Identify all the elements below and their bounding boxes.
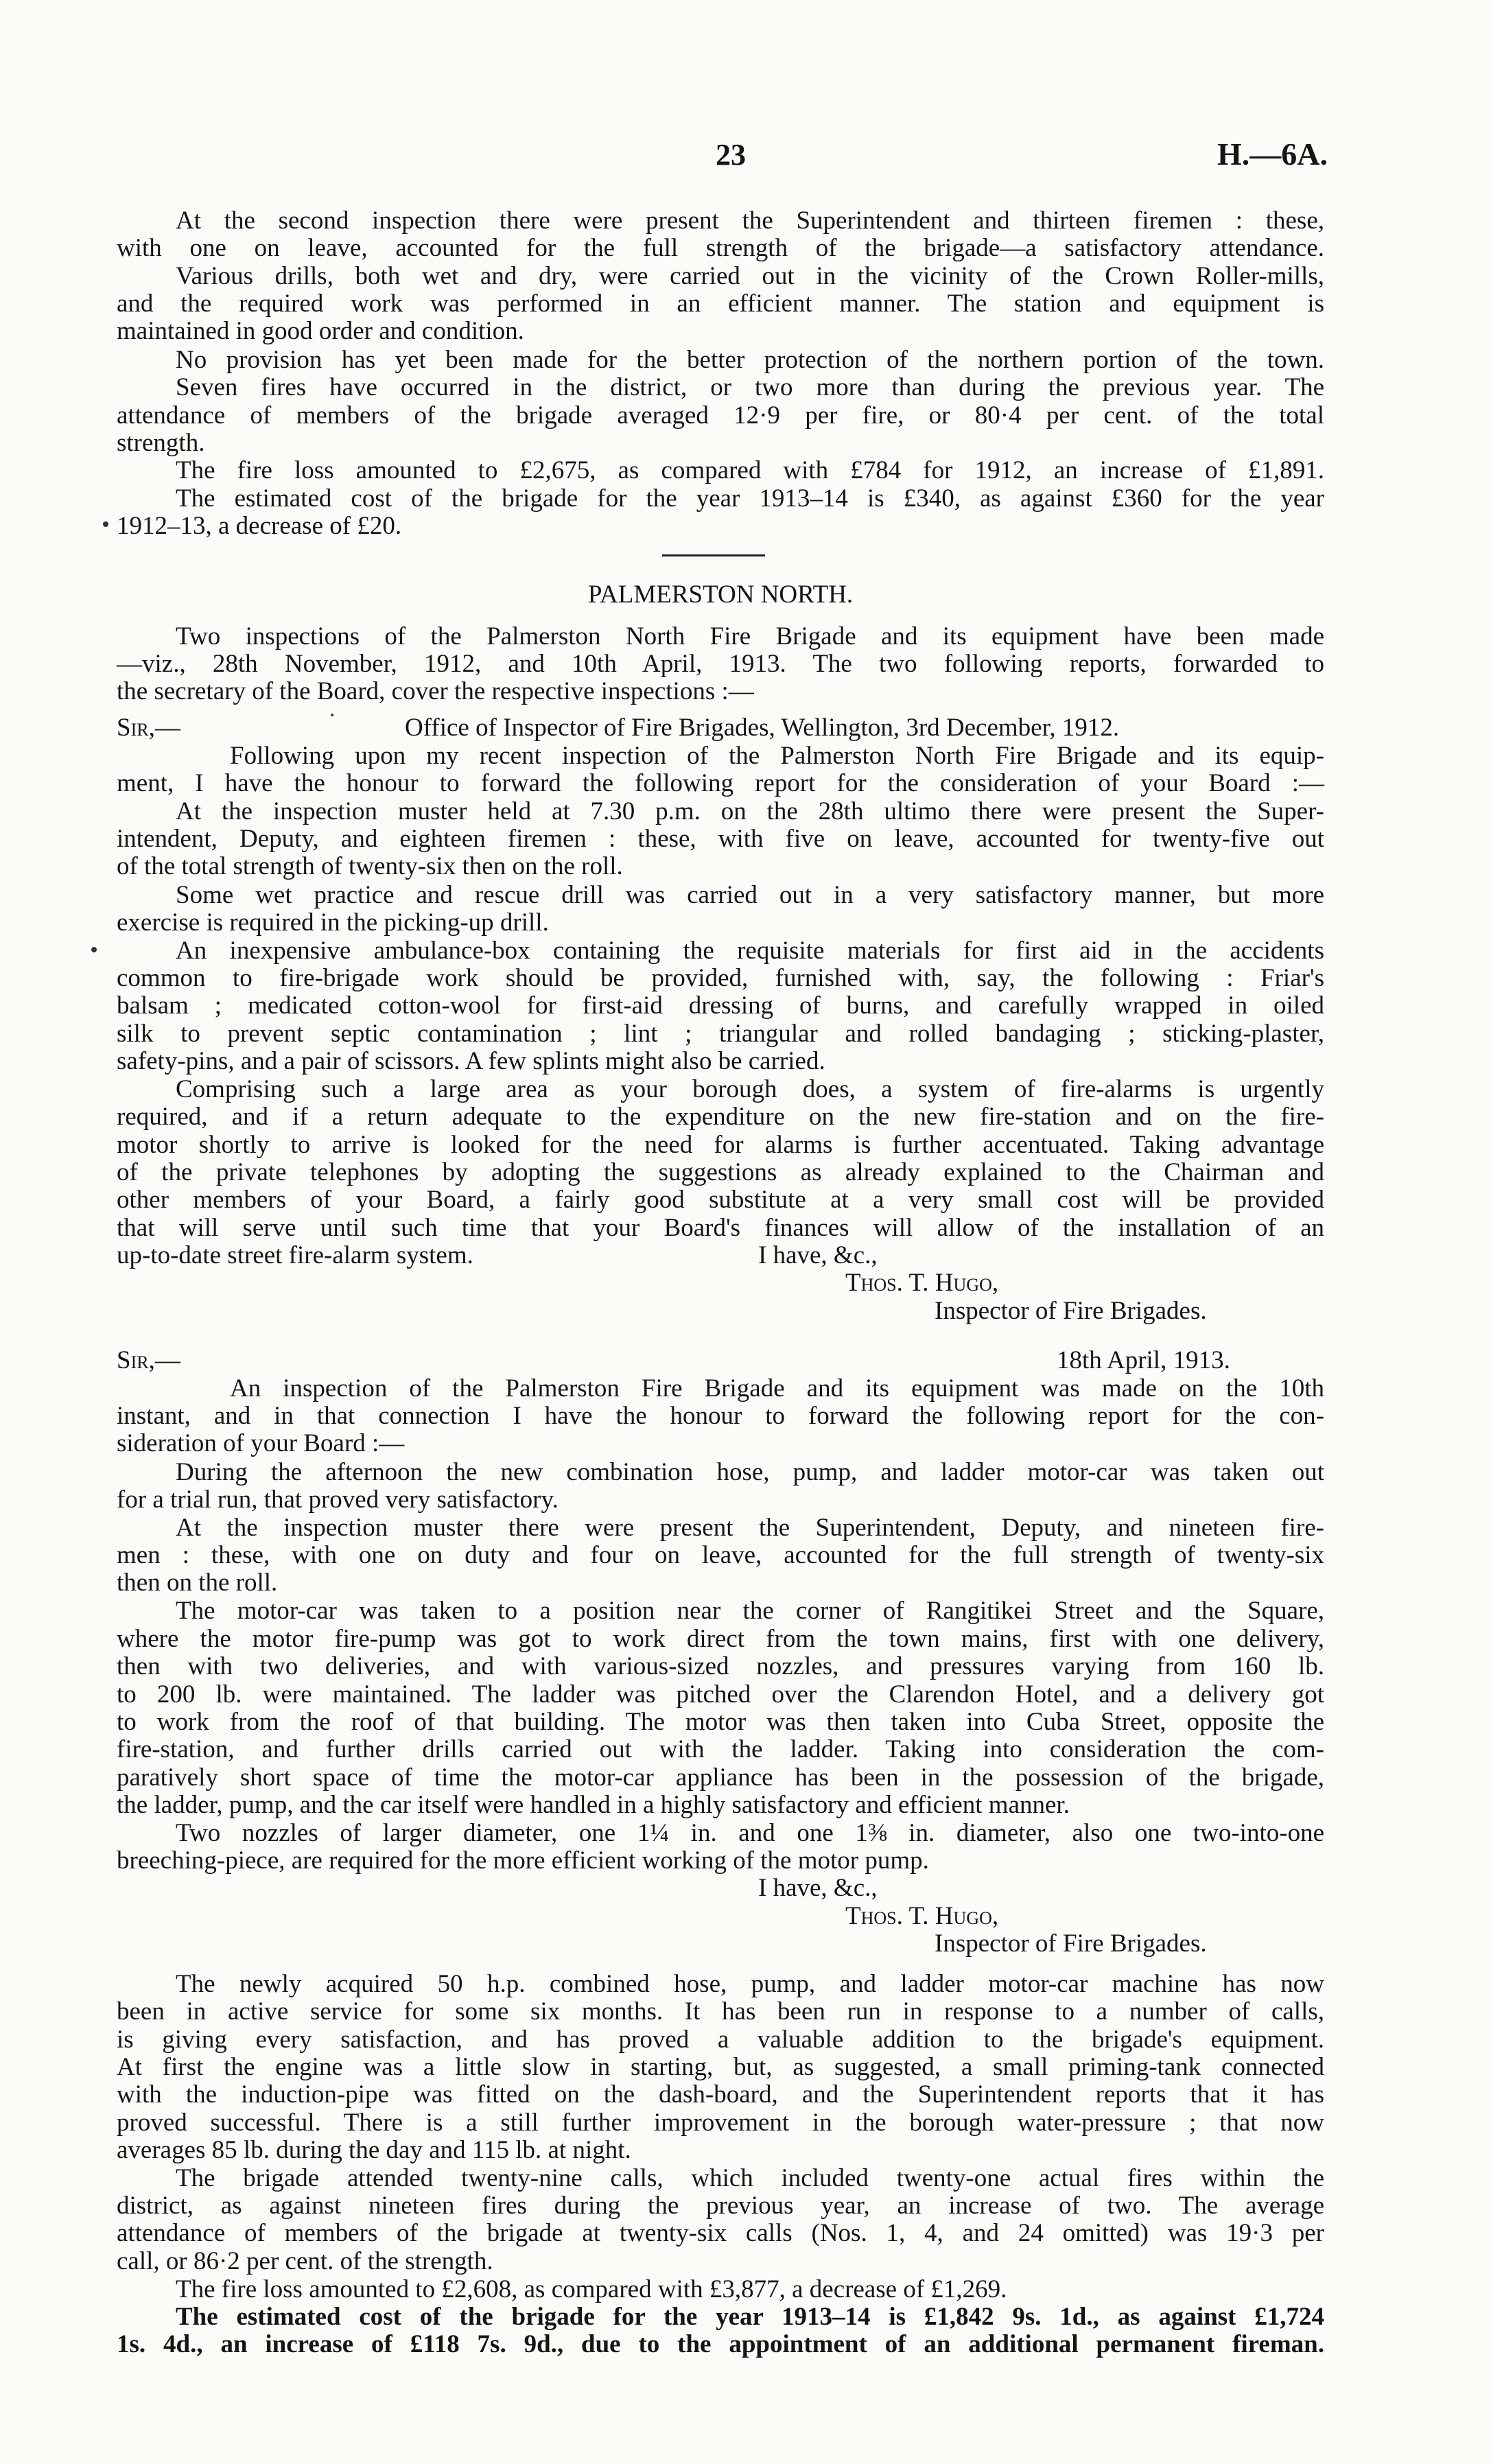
letter-closing: I have, &c., [758,1241,878,1269]
paragraph-line: Comprising such a large area as your borough does, a system of fire-alarms is urgently [176,1075,1324,1103]
paragraph-line: common to fire-brigade work should be provided, furnished with, say, the following : Friar's [117,964,1324,992]
heading-text: PALMERSTON NORTH. [587,580,854,609]
paragraph-line: strength. [117,429,205,457]
paragraph-line: call, or 86·2 per cent. of the strength. [117,2247,493,2275]
paragraph-line: During the afternoon the new combination hose, pump, and ladder motor-car was taken out [176,1458,1324,1486]
paragraph-line: and the required work was performed in an efficient manner. The station and equipment is [117,290,1324,318]
paragraph-line: At the second inspection there were present the Superintendent and thirteen firemen : these, [176,207,1324,235]
paragraph-line: with one on leave, accounted for the full strength of the brigade—a satisfactory attendance. [117,234,1324,262]
paragraph-line: Some wet practice and rescue drill was carried out in a very satisfactory manner, but more [176,881,1324,909]
paragraph-line: breeching-piece, are required for the more efficient working of the motor pump. [117,1846,929,1875]
paragraph-line: motor shortly to arrive is looked for the need for alarms is further accentuated. Taking advantage [117,1131,1324,1159]
letter-signature: Thos. T. Hugo, [845,1269,999,1297]
paragraph-line: of the private telephones by adopting the suggestions as already explained to the Chairman and [117,1158,1324,1186]
paragraph-line: maintained in good order and condition. [117,317,524,345]
letter-signatory-title: Inspector of Fire Brigades. [935,1297,1207,1325]
paragraph-line: is giving every satisfaction, and has proved a valuable addition to the brigade's equipment. [117,2026,1324,2054]
paragraph-line: that will serve until such time that your Board's finances will allow of the installation of an [117,1214,1324,1242]
paragraph-line: —viz., 28th November, 1912, and 10th April, 1913. The two following reports, forwarded to [117,650,1324,678]
paragraph-line: Following upon my recent inspection of the Palmerston North Fire Brigade and its equip- [230,742,1324,770]
paragraph-line: then on the roll. [117,1569,278,1597]
paragraph-line: The fire loss amounted to £2,608, as compared with £3,877, a decrease of £1,269. [176,2275,1007,2303]
paragraph-line: 1s. 4d., an increase of £118 7s. 9d., due to the appointment of an additional permanent fireman. [117,2330,1324,2358]
letter-address-date: Office of Inspector of Fire Brigades, Wellington, 3rd December, 1912. [405,714,1120,742]
paragraph-line: intendent, Deputy, and eighteen firemen : these, with five on leave, accounted for twenty-five out [117,825,1324,853]
paragraph-line: paratively short space of time the motor-car appliance has been in the possession of the brigade, [117,1763,1324,1792]
paragraph-line: Two inspections of the Palmerston North Fire Brigade and its equipment have been made [176,622,1324,650]
paragraph-line: the secretary of the Board, cover the respective inspections :— [117,677,754,705]
section-heading [117,581,1324,609]
paragraph-line: to work from the roof of that building. The motor was then taken into Cuba Street, opposite the [117,1708,1324,1736]
paragraph-line: At first the engine was a little slow in starting, but, as suggested, a small priming-tank connected [117,2053,1324,2081]
paragraph-line: At the inspection muster held at 7.30 p.m. on the 28th ultimo there were present the Super- [176,797,1324,825]
paragraph-line: men : these, with one on duty and four on leave, accounted for the full strength of twenty-six [117,1541,1324,1569]
letter-date: 18th April, 1913. [1057,1346,1230,1374]
paragraph-line: the ladder, pump, and the car itself were handled in a highly satisfactory and efficient manner. [117,1791,1070,1819]
paragraph-line: The motor-car was taken to a position near the corner of Rangitikei Street and the Square, [176,1597,1324,1625]
paragraph-line: Seven fires have occurred in the district, or two more than during the previous year. The [176,373,1324,401]
paragraph-line: of the total strength of twenty-six then on the roll. [117,852,623,880]
paragraph-line: been in active service for some six months. It has been run in response to a number of calls, [117,1997,1324,2026]
paragraph-line: where the motor fire-pump was got to work direct from the town mains, first with one delivery, [117,1625,1324,1653]
paragraph-line: 1912–13, a decrease of £20. [117,512,402,540]
paragraph-line: instant, and in that connection I have the honour to forward the following report for the con- [117,1402,1324,1430]
paragraph-line: balsam ; medicated cotton-wool for first-aid dressing of burns, and carefully wrapped in oiled [117,992,1324,1020]
paragraph-line: fire-station, and further drills carried out with the ladder. Taking into consideration the com- [117,1735,1324,1763]
paragraph-line: An inspection of the Palmerston Fire Brigade and its equipment was made on the 10th [230,1374,1324,1403]
paragraph-line: Various drills, both wet and dry, were carried out in the vicinity of the Crown Roller-mills, [176,262,1324,290]
paragraph-line: exercise is required in the picking-up drill. [117,908,549,937]
paragraph-line: with the induction-pipe was fitted on the dash-board, and the Superintendent reports that it has [117,2080,1324,2109]
paragraph-line: averages 85 lb. during the day and 115 lb. at night. [117,2136,631,2164]
paragraph-line: No provision has yet been made for the better protection of the northern portion of the town. [176,346,1324,374]
paragraph-line: The estimated cost of the brigade for the year 1913–14 is £340, as against £360 for the year [176,484,1324,513]
paragraph-line: to 200 lb. were maintained. The ladder was pitched over the Clarendon Hotel, and a delivery got [117,1680,1324,1709]
paragraph-line: sideration of your Board :— [117,1429,405,1457]
paragraph-line: other members of your Board, a fairly good substitute at a very small cost will be provided [117,1186,1324,1214]
paragraph-line: proved successful. There is a still further improvement in the borough water-pressure ; that now [117,2109,1324,2137]
letter-closing: I have, &c., [758,1874,878,1902]
paragraph-line: ment, I have the honour to forward the following report for the consideration of your Board :— [117,769,1324,797]
paragraph-line: attendance of members of the brigade at twenty-six calls (Nos. 1, 4, and 24 omitted) was 19·3 per [117,2219,1324,2247]
paragraph-line: At the inspection muster there were present the Superintendent, Deputy, and nineteen fire- [176,1514,1324,1542]
paragraph-line: required, and if a return adequate to the expenditure on the new fire-station and on the fire- [117,1103,1324,1131]
paragraph-line: The estimated cost of the brigade for the year 1913–14 is £1,842 9s. 1d., as against £1,724 [176,2303,1324,2331]
letter-signature: Thos. T. Hugo, [845,1902,999,1930]
paragraph-line: silk to prevent septic contamination ; lint ; triangular and rolled bandaging ; sticking-plaster, [117,1020,1324,1048]
letter-signatory-title: Inspector of Fire Brigades. [935,1929,1207,1958]
scan-speck [103,521,108,527]
letter-salutation: Sir,— [117,1346,180,1374]
scan-speck [331,714,333,716]
section-divider [662,554,765,556]
paragraph-line: safety-pins, and a pair of scissors. A few splints might also be carried. [117,1047,825,1075]
paragraph-line: then with two deliveries, and with various-sized nozzles, and pressures varying from 160 lb. [117,1652,1324,1680]
scan-speck [91,947,97,952]
paragraph-line: The fire loss amounted to £2,675, as compared with £784 for 1912, an increase of £1,891. [176,456,1324,484]
letter-salutation: Sir,— [117,714,180,742]
document-reference: H.—6A. [1217,137,1328,172]
page-number: 23 [716,138,746,172]
paragraph-line: district, as against nineteen fires during the previous year, an increase of two. The average [117,2192,1324,2220]
paragraph-line: attendance of members of the brigade averaged 12·9 per fire, or 80·4 per cent. of the total [117,401,1324,430]
paragraph-line: up-to-date street fire-alarm system. [117,1241,473,1269]
paragraph-line: Two nozzles of larger diameter, one 1¼ in. and one 1⅜ in. diameter, also one two-into-one [176,1819,1324,1847]
paragraph-line: The brigade attended twenty-nine calls, which included twenty-one actual fires within the [176,2164,1324,2192]
paragraph-line: An inexpensive ambulance-box containing the requisite materials for first aid in the accidents [176,937,1324,965]
paragraph-line: The newly acquired 50 h.p. combined hose, pump, and ladder motor-car machine has now [176,1970,1324,1998]
paragraph-line: for a trial run, that proved very satisfactory. [117,1486,559,1514]
